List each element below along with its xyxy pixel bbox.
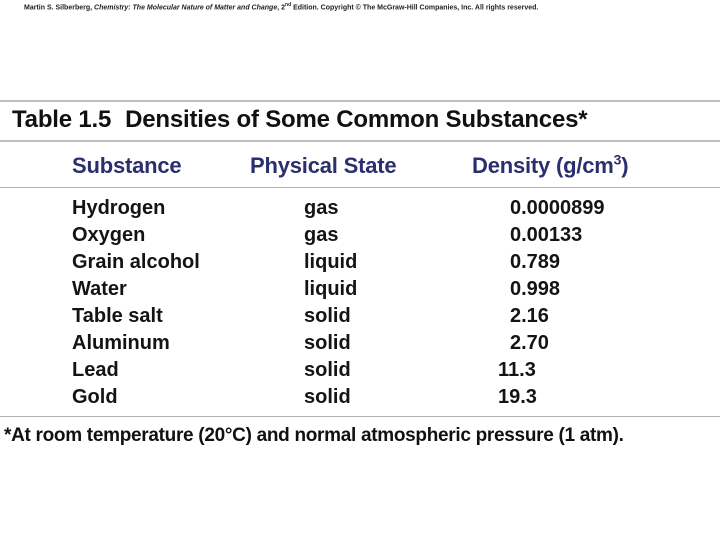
column-header-density bbox=[472, 153, 628, 179]
table-row bbox=[0, 224, 720, 251]
table-row bbox=[0, 386, 720, 413]
density-cell: 2.16 bbox=[510, 305, 549, 327]
table-row bbox=[0, 197, 720, 224]
substance-cell: Lead bbox=[72, 359, 119, 381]
table-title-text: Densities of Some Common Substances* bbox=[125, 106, 588, 133]
substance-cell: Hydrogen bbox=[72, 197, 166, 219]
edition-pre: , 2 bbox=[277, 4, 286, 12]
title-top-rule bbox=[0, 100, 720, 102]
density-cell: 2.70 bbox=[510, 332, 549, 354]
substance-cell: Water bbox=[72, 278, 127, 300]
copyright-line bbox=[24, 2, 714, 11]
table-row bbox=[0, 251, 720, 278]
density-header-text: Density (g/cm bbox=[472, 153, 614, 178]
edition-sup: nd bbox=[285, 2, 292, 8]
state-cell: solid bbox=[304, 386, 351, 408]
state-cell: liquid bbox=[304, 278, 358, 300]
state-cell: gas bbox=[304, 224, 339, 246]
density-cell: 19.3 bbox=[498, 386, 537, 408]
substance-cell: Table salt bbox=[72, 305, 163, 327]
table-title bbox=[12, 106, 587, 134]
table-body bbox=[0, 197, 720, 413]
header-rule bbox=[0, 187, 720, 188]
author-name: Martin S. Silberberg, bbox=[24, 4, 95, 12]
density-header-close: ) bbox=[621, 153, 629, 178]
state-cell: solid bbox=[304, 305, 351, 327]
substance-cell: Gold bbox=[72, 386, 118, 408]
substance-cell: Aluminum bbox=[72, 332, 170, 354]
table-row bbox=[0, 332, 720, 359]
table-bottom-rule bbox=[0, 416, 720, 417]
footnote: *At room temperature (20°C) and normal atmospheric pressure (1 atm). bbox=[4, 425, 624, 446]
state-cell: liquid bbox=[304, 251, 358, 273]
column-header-substance: Substance bbox=[72, 153, 182, 178]
density-cell: 0.0000899 bbox=[510, 197, 605, 219]
substance-cell: Oxygen bbox=[72, 224, 146, 246]
column-header-state: Physical State bbox=[250, 153, 397, 178]
state-cell: solid bbox=[304, 359, 351, 381]
density-cell: 0.789 bbox=[510, 251, 561, 273]
density-cell: 0.00133 bbox=[510, 224, 583, 246]
edition-post: Edition. Copyright © The McGraw-Hill Companies, Inc. All rights reserved. bbox=[291, 4, 539, 12]
density-cell: 11.3 bbox=[498, 359, 536, 381]
density-cell: 0.998 bbox=[510, 278, 561, 300]
state-cell: gas bbox=[304, 197, 339, 219]
book-title: Chemistry: The Molecular Nature of Matter and Change bbox=[94, 4, 278, 12]
density-header-exponent: 3 bbox=[613, 151, 622, 168]
table-row bbox=[0, 359, 720, 386]
table-number: Table 1.5 bbox=[12, 106, 112, 133]
state-cell: solid bbox=[304, 332, 351, 354]
title-bottom-rule bbox=[0, 140, 720, 142]
table-row bbox=[0, 305, 720, 332]
substance-cell: Grain alcohol bbox=[72, 251, 200, 273]
table-row bbox=[0, 278, 720, 305]
